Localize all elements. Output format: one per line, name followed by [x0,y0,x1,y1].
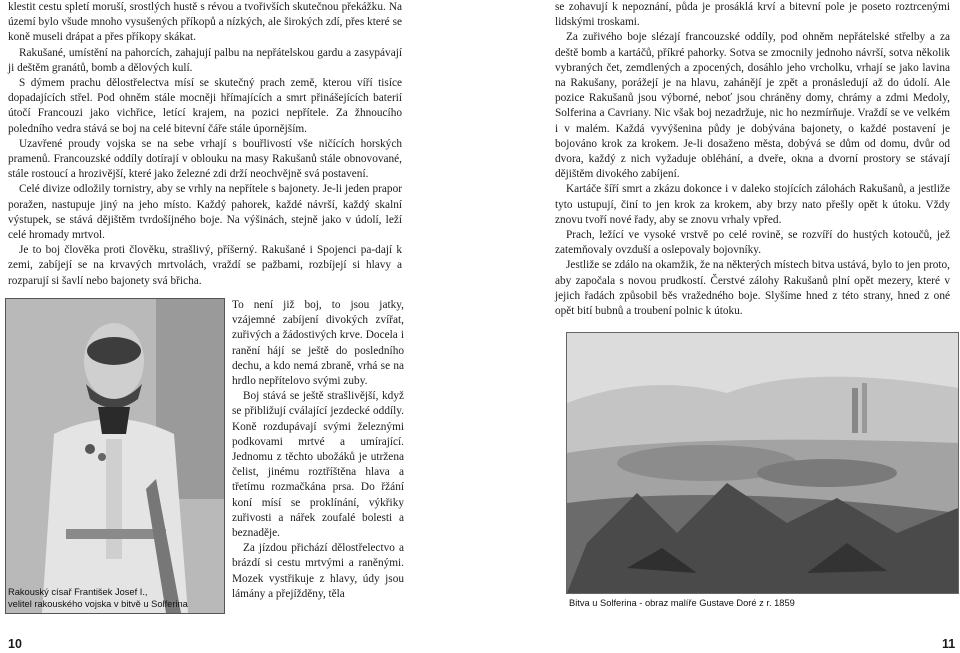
right-column [555,0,950,319]
battle-painting [566,332,959,594]
paragraph: Za jízdou přichází dělostřelectvo a brázdí si cestu mrtvými a raněnými. Mozek vystřikuje z hlavy, údy jsou lámány a přejížděny, těla [232,542,404,600]
paragraph: Boj stává se ještě strašlivější, když se přibližují cválající jezdecké oddíly. Koně rozdupávají svými železnými podkovami mrtvé a umírající. Jednomu z těchto ubožáků je utržena čelist, jinému roztříštěna hlava a třetímu rozmačkána prsa. Do řžání koní mísí se proklínání, výkřiky zuřivosti a nářek zoufalé bolesti a beznaděje. [232,390,404,540]
paragraph: se zohavují k nepoznání, půda je prosáklá krví a bitevní pole je poseto roztrcenými lidskými troskami. [555,1,950,29]
paragraph: Je to boj člověka proti člověku, strašlivý, příšerný. Rakušané i Spojenci pa-dají k zemi, zabíjejí se na krvavých mrtvolách, vraždí se pažbami, rozbíjejí si hlavy a rozparují si šavlí nebo bajonety svá břicha. [8,244,402,287]
page-number-left: 10 [8,637,22,651]
paragraph: Jestliže se zdálo na okamžik, že na některých místech bitva ustává, bylo to jen proto, aby započala s novou prudkostí. Čerstvé zálohy Rakušanů plní opět mezery, které v jejich řadách způsobil běs vražedného boje. Slyšíme hned z této strany, hned z oné opět bití bubnů a troubení polnic k útoku. [555,259,950,318]
paragraph: Za zuřivého boje slézají francouzské oddíly, pod ohněm nepřátelské střelby a za deště bomb a kartáčů, příkré pahorky. Sotva se zmocnily jednoho návrší, sotva několik vybraných čet, zemdlených a zpocených, dosáhlo jeho vrcholku, vrhají se jako lavina na Rakušany, porážejí je na hlavu, zahánějí je zpět a pronásledují až do údolí. Ale pozice Rakušanů jsou výborné, neboť jsou chráněny domy, chrámy a zdmi Medoly, Solferina a Cavriany. Nic však boj nezadržuje, nic ho nezmírňuje. Vraždí se ve velkém i v malém. Každá vyvýšenina půdy je dobývána bajonety, o každé postavení je bojováno krok za krokem. Je-li dosaženo města, dobývá se dům od domu, dvůr od dvora, každý z nich vyžaduje obléhání, a dveře, okna a dvorní prostory se stávají dějištěm divokého zabíjení. [555,31,950,181]
paragraph: Prach, ležící ve vysoké vrstvě po celé rovině, se rozvíří do hustých kotoučů, jež zatemňovaly ovzduší a oslepovaly bojovníky. [555,229,950,257]
paragraph: klestit cestu spletí moruší, srostlých hustě s révou a tvořivších skutečnou překážku. Na území bylo všude mnoho vysušených příkopů a nízkých, ale širokých zdí, přes které se koně museli drápat a přes příkopy skákat. [8,1,402,44]
paragraph: Uzavřené proudy vojska se na sebe vrhají s bouřlivostí vše ničících horských pramenů. Francouzské oddíly dotírají v oblouku na masy Rakušanů stále obnovované, stále rostoucí a hrozivější, které jako železné zdi drží neochvějně svá postavení. [8,137,402,181]
paragraph: Rakušané, umístění na pahorcích, zahajují palbu na nepřátelskou gardu a zasypávají ji deštěm granátů, bomb a dělových kulí. [8,46,402,74]
portrait-caption-line: velitel rakouského vojska v bitvě u Solferina [8,598,188,609]
paragraph: Celé divize odložily tornistry, aby se vrhly na nepřítele s bajonety. Je-li jeden prapor poražen, nastupuje jiný na jeho místo. Každý pahorek, každé návrší, každý skalní výstupek, se stává dějištěm tvrdošíjného boje. Na výšinách, stejně jako v údolí, leží celé hromady mrtvol. [8,183,402,242]
painting-caption: Bitva u Solferina - obraz malíře Gustave Doré z r. 1859 [569,598,795,608]
paragraph: Kartáče šíří smrt a zkázu dokonce i v daleko stojících zálohách Rakušanů, a jestliže tyto ustupují, činí to jen krok za krokem, aby brzy nato přešly opět k útoku. Vždy znovu tvoří nové řady, aby se znovu vrhaly vpřed. [555,183,950,226]
paragraph: S dýmem prachu dělostřelectva mísí se skutečný prach země, kterou víří tisíce dopadajících střel. Pod ohněm stále mocněji hřímajících a smrt přinášejících baterií útočí Francouzi jako vichřice, letící krajem, na pozici nepřítele. Za žhnoucího poledního vedra stává se boj na celé bitevní čáře stále úpornějším. [8,77,402,135]
paragraph: To není již boj, to jsou jatky, vzájemné zabíjení divokých zvířat, zuřivých a žádostivých krve. Docela i ranění hájí se ještě do posledního dechu, a kdo nemá zbraně, vrhá se na hrdlo nepřítelovo svými zuby. [232,299,404,388]
portrait-caption-line: Rakouský císař František Josef I., [8,587,148,597]
page-number-right: 11 [942,637,956,651]
